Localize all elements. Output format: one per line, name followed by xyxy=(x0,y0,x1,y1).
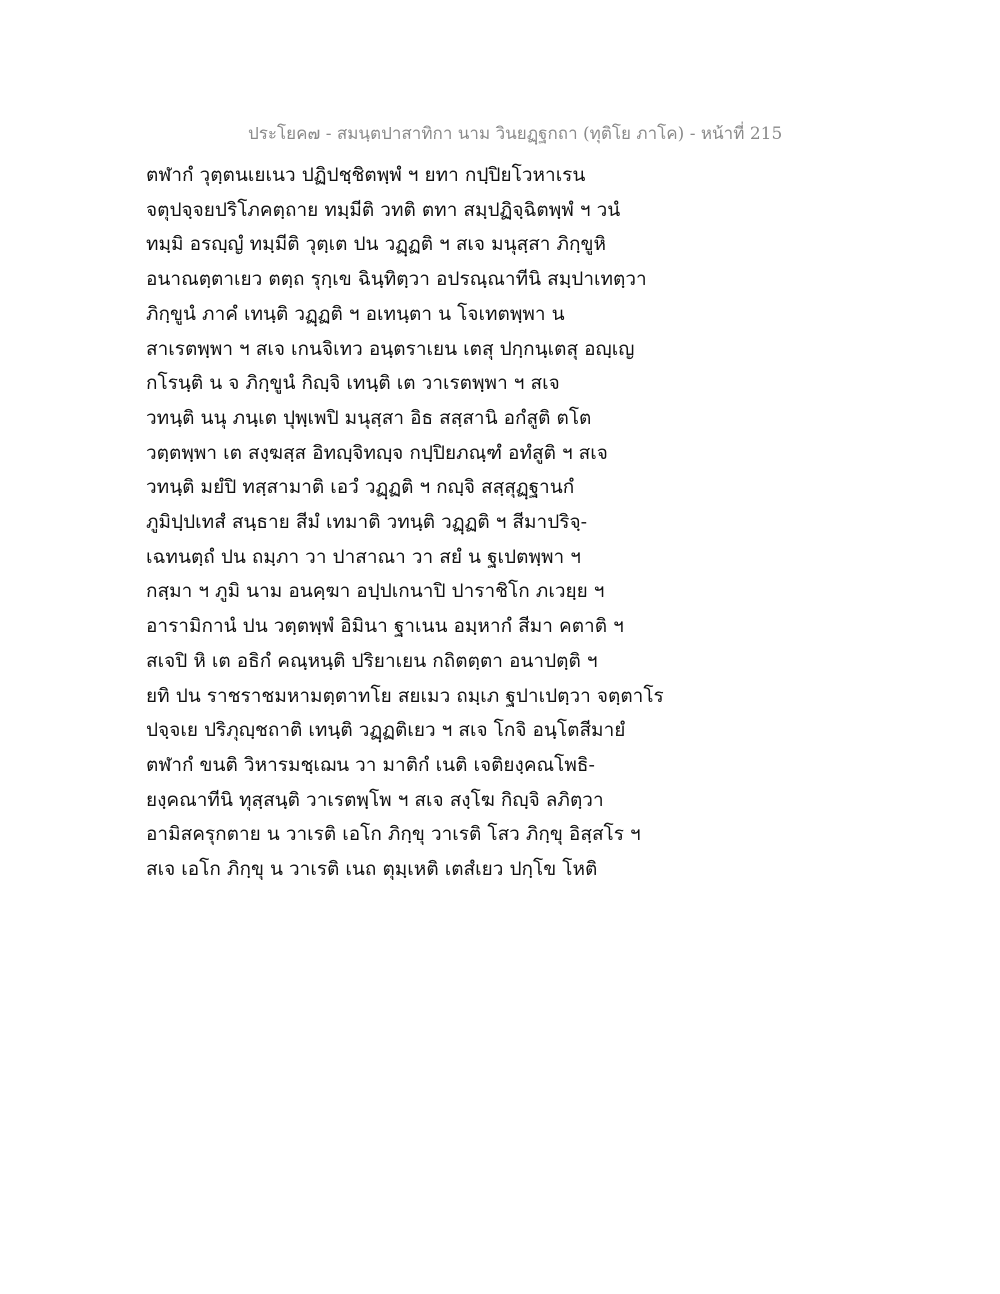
text-line: จตุปจฺจยปริโภคตฺถาย ทมฺมีติ วทติ ตทา สมฺปฏิจฺฉิตพฺพํ ฯ วนํ xyxy=(146,198,621,221)
text-line: สเจปิ หิ เต อธิกํ คณฺหนฺติ ปริยาเยน กถิตตฺตา อนาปตฺติ ฯ xyxy=(146,649,598,672)
text-line: กสฺมา ฯ ภูมิ นาม อนคฺฆา อปฺปเกนาปิ ปาราชิโก ภเวยฺย ฯ xyxy=(146,580,605,603)
text-line: อนาณตฺตาเยว ตตฺถ รุกฺเข ฉินฺทิตฺวา อปรณฺณาทีนิ สมฺปาเทตฺวา xyxy=(146,268,647,291)
text-line: เฉทนตฺถํ ปน ถมฺภา วา ปาสาณา วา สยํ น ฐเปตพฺพา ฯ xyxy=(146,545,581,568)
text-line: ตฬากํ วุตฺตนเยเนว ปฏิปชฺชิตพฺพํ ฯ ยทา กปฺปิยโวหาเรน xyxy=(146,164,586,186)
text-line: กโรนฺติ น จ ภิกฺขูนํ กิญฺจิ เทนฺติ เต วาเรตพฺพา ฯ สเจ xyxy=(146,372,560,395)
text-line: วตฺตพฺพา เต สงฺฆสฺส อิทญฺจิทญฺจ กปฺปิยภณฺฑํ อทํสูติ ฯ สเจ xyxy=(146,441,608,464)
body-text xyxy=(146,158,686,887)
text-line: ภิกฺขูนํ ภาคํ เทนฺติ วฏฺฏติ ฯ อเทนฺตา น โจเทตพฺพา น xyxy=(146,302,565,325)
text-line: วทนฺติ มยํปิ ทสฺสามาติ เอวํ วฏฺฏติ ฯ กญฺจิ สสฺสุฏฺฐานกํ xyxy=(146,476,575,499)
text-line: สาเรตพฺพา ฯ สเจ เกนจิเทว อนฺตราเยน เตสุ ปกฺกนฺเตสุ อญฺเญ xyxy=(146,337,635,360)
text-line: ยทิ ปน ราชราชมหามตฺตาทโย สยเมว ถมฺเภ ฐปาเปตฺวา จตฺตาโร xyxy=(146,684,664,707)
text-line: ยงฺคณาทีนิ ทุสฺสนฺติ วาเรตพฺโพ ฯ สเจ สงฺโฆ กิญฺจิ ลภิตฺวา xyxy=(146,788,604,811)
text-line: ภูมิปฺปเทสํ สนฺธาย สีมํ เทมาติ วทนฺติ วฏฺฏติ ฯ สีมาปริจฺ- xyxy=(146,511,588,534)
text-line: อามิสครุกตาย น วาเรติ เอโก ภิกฺขุ วาเรติ โสว ภิกฺขุ อิสฺสโร ฯ xyxy=(146,823,641,846)
text-line: ตฬากํ ขนติ วิหารมชฺเฌน วา มาติกํ เนติ เจติยงฺคณโพธิ- xyxy=(146,753,595,776)
page-header: ประโยค๗ - สมนฺตปาสาทิกา นาม วินยฏฺฐกถา (ทุติโย ภาโค) - หน้าที่ 215 xyxy=(248,124,783,144)
text-line: ทมฺมิ อรญฺญํ ทมฺมีติ วุตฺเต ปน วฏฺฏติ ฯ สเจ มนุสฺสา ภิกฺขูหิ xyxy=(146,233,607,256)
text-line: วทนฺติ นนุ ภนฺเต ปุพฺเพปิ มนุสฺสา อิธ สสฺสานิ อกํสูติ ตโต xyxy=(146,406,592,429)
text-line: ปจฺจเย ปริภุญฺชถาติ เทนฺติ วฏฺฏติเยว ฯ สเจ โกจิ อนฺโตสีมายํ xyxy=(146,719,626,742)
text-line: สเจ เอโก ภิกฺขุ น วาเรติ เนถ ตุมฺเหติ เตสํเยว ปกฺโข โหติ xyxy=(146,858,598,881)
text-line: อารามิกานํ ปน วตฺตพฺพํ อิมินา ฐาเนน อมฺหากํ สีมา คตาติ ฯ xyxy=(146,615,624,638)
